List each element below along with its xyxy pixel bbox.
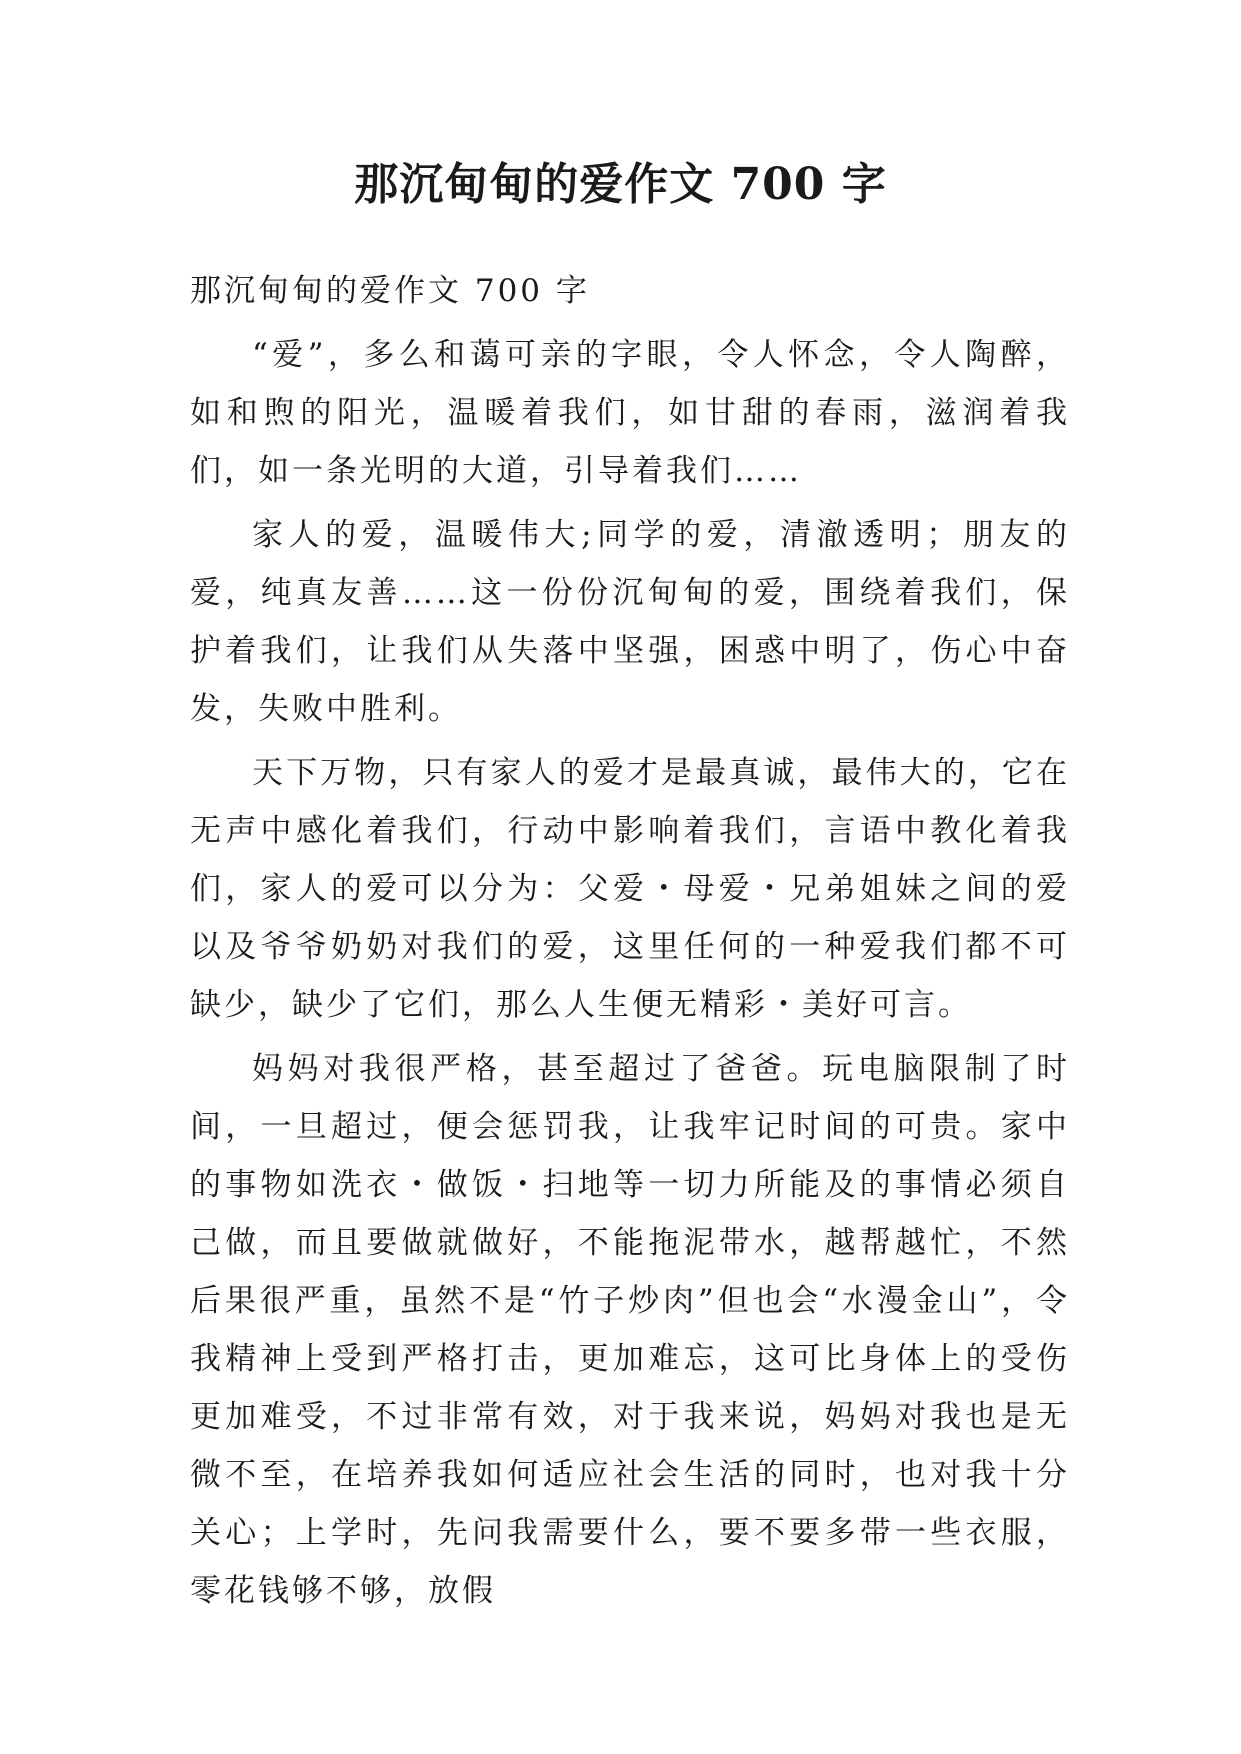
paragraph-3: 天下万物，只有家人的爱才是最真诚，最伟大的，它在无声中感化着我们，行动中影响着我们，言语中教化着我们，家人的爱可以分为：父爱・母爱・兄弟姐妹之间的爱以及爷爷奶奶对我们的爱，这里任何的一种爱我们都不可缺少，缺少了它们，那么人生便无精彩・美好可言。 xyxy=(190,755,1070,1023)
paragraph-4: 妈妈对我很严格，甚至超过了爸爸。玩电脑限制了时间，一旦超过，便会惩罚我，让我牢记时间的可贵。家中的事物如洗衣・做饭・扫地等一切力所能及的事情必须自己做，而且要做就做好，不能拖泥带水，越帮越忙，不然后果很严重，虽然不是“竹子炒肉”但也会“水漫金山”，令我精神上受到严格打击，更加难忘，这可比身体上的受伤更加难受，不过非常有效，对于我来说，妈妈对我也是无微不至，在培养我如何适应社会生活的同时，也对我十分关心；上学时，先问我需要什么，要不要多带一些衣服，零花钱够不够，放假 xyxy=(190,1051,1070,1609)
paragraph-1: “爱”，多么和蔼可亲的字眼，令人怀念，令人陶醉，如和煦的阳光，温暖着我们，如甘甜的春雨，滋润着我们，如一条光明的大道，引导着我们…… xyxy=(190,337,1070,489)
document-subtitle: 那沉甸甸的爱作文 700 字 xyxy=(190,273,590,309)
document-title: 那沉甸甸的爱作文 700 字 xyxy=(354,159,887,210)
paragraph-2: 家人的爱，温暖伟大;同学的爱，清澈透明；朋友的爱，纯真友善……这一份份沉甸甸的爱，围绕着我们，保护着我们，让我们从失落中坚强，困惑中明了，伤心中奋发，失败中胜利。 xyxy=(190,517,1070,727)
document-body xyxy=(190,262,1070,1626)
